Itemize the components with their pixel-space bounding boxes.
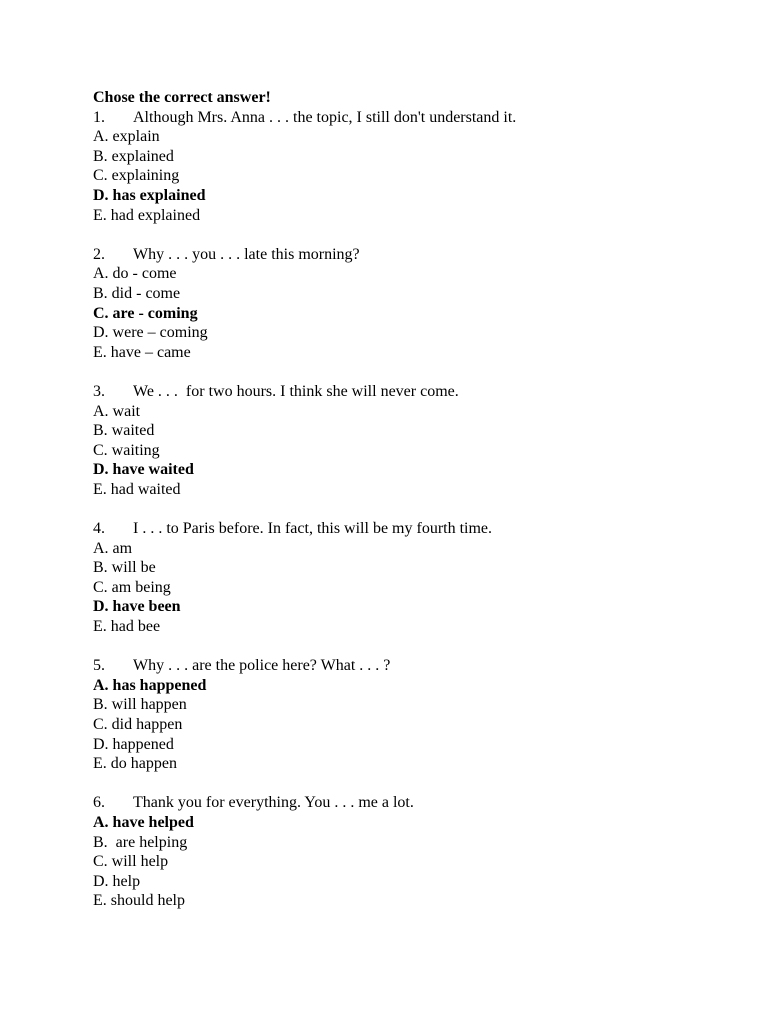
question-block [93, 656, 733, 774]
question-text: Why . . . you . . . late this morning? [133, 245, 360, 263]
question-stem [93, 245, 733, 265]
answer-option: D. were – coming [93, 324, 208, 342]
answer-option: E. had waited [93, 480, 181, 498]
answer-option-correct: A. has happened [93, 676, 207, 694]
quiz-content [93, 88, 733, 911]
answer-option-correct: C. are - coming [93, 304, 198, 322]
question-text: I . . . to Paris before. In fact, this will be my fourth time. [133, 520, 493, 538]
question-text: Thank you for everything. You . . . me a lot. [133, 794, 414, 812]
answer-option: B. are helping [93, 833, 188, 851]
answer-option: C. did happen [93, 716, 183, 733]
question-spacer [93, 637, 733, 657]
answer-option: B. did - come [93, 284, 181, 302]
answer-option-correct: D. have waited [93, 461, 194, 479]
question-block [93, 382, 733, 500]
question-stem [93, 382, 733, 402]
answer-option: E. had bee [93, 618, 161, 636]
question-block [93, 793, 733, 911]
question-stem [93, 108, 733, 128]
question-number: 2. [93, 245, 105, 263]
question-stem [93, 793, 733, 813]
question-text: We . . . for two hours. I think she will never come. [133, 382, 459, 400]
question-stem [93, 519, 733, 539]
question-number: 4. [93, 520, 105, 538]
question-number: 6. [93, 794, 105, 812]
answer-option: C. explaining [93, 167, 180, 185]
question-list [93, 108, 733, 911]
answer-option: C. waiting [93, 441, 160, 459]
answer-option: D. help [93, 872, 141, 890]
answer-option: A. am [93, 539, 133, 557]
answer-option: E. have – came [93, 343, 191, 361]
question-text: Although Mrs. Anna . . . the topic, I still don't understand it. [133, 108, 517, 126]
answer-option: E. had explained [93, 206, 201, 224]
question-spacer [93, 774, 733, 794]
question-spacer [93, 362, 733, 382]
answer-option-correct: D. has explained [93, 186, 206, 204]
question-block [93, 108, 733, 226]
answer-option: A. wait [93, 402, 141, 420]
answer-option: E. do happen [93, 755, 177, 773]
answer-option: E. should help [93, 892, 185, 910]
question-block [93, 519, 733, 637]
question-stem [93, 656, 733, 676]
question-text: Why . . . are the police here? What . . . ? [133, 657, 391, 675]
question-block [93, 245, 733, 363]
question-spacer [93, 499, 733, 519]
question-number: 1. [93, 108, 105, 126]
answer-option-correct: D. have been [93, 598, 181, 616]
quiz-title: Chose the correct answer! [93, 89, 271, 106]
answer-option: C. am being [93, 578, 171, 596]
answer-option-correct: A. have helped [93, 813, 194, 831]
question-number: 3. [93, 382, 105, 400]
answer-option: B. will be [93, 559, 156, 577]
answer-option: B. will happen [93, 696, 187, 714]
answer-option: B. explained [93, 147, 174, 165]
answer-option: A. do - come [93, 265, 177, 283]
answer-option: A. explain [93, 128, 160, 146]
answer-option: B. waited [93, 422, 155, 440]
answer-option: D. happened [93, 735, 174, 753]
question-number: 5. [93, 657, 105, 675]
question-spacer [93, 225, 733, 245]
answer-option: C. will help [93, 853, 169, 871]
